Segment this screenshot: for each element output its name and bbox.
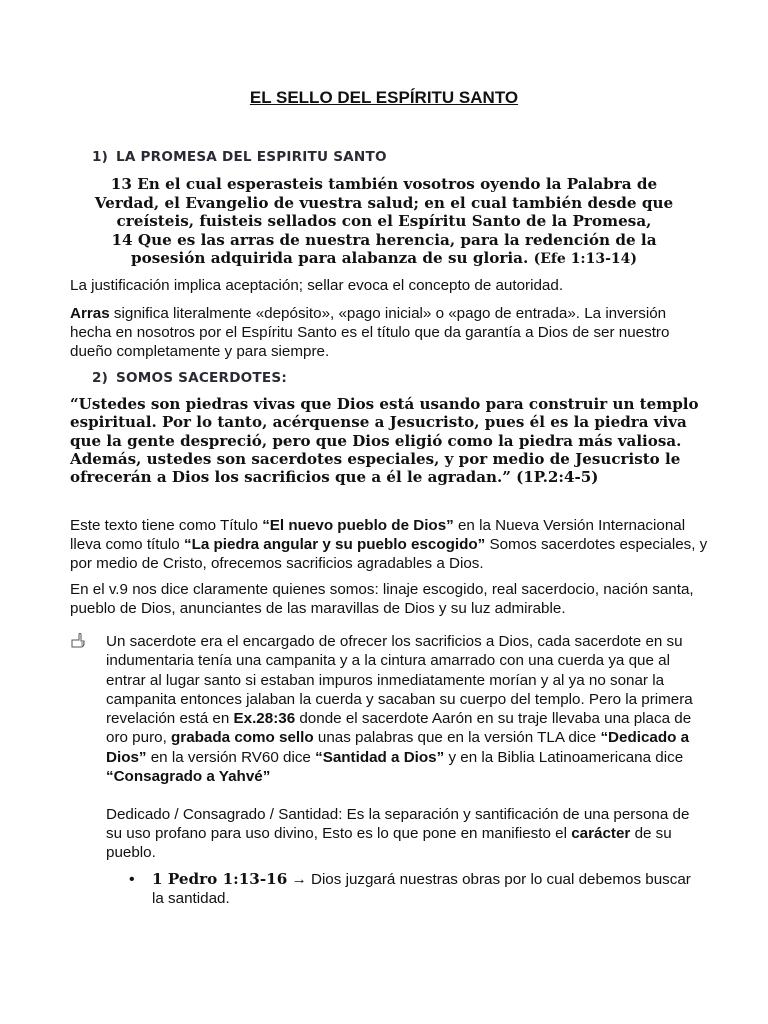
definition-text-1: Dedicado / Consagrado / Santidad: Es la separación y santificación de una persona de su uso profano para uso divino, Esto es lo que pone en manifiesto el bbox=[106, 806, 690, 843]
peter-verse: “Ustedes son piedras vivas que Dios está usando para construir un templo espiritual. Por lo tanto, acérquense a Jesucristo, pues él es la piedra viva que la gente despreció, pero que Dios eligió como la piedra más valiosa. Además, ustedes son sacerdotes especiales, y por medio de Jesucristo le ofrecerán a Dios los sacrificios que a él le agradan.” (1P.2:4-5) bbox=[70, 395, 699, 487]
title-text-3: Somos sacerdotes especiales, y por medio de Cristo, ofrecemos sacrificios agradables a Dios. bbox=[70, 536, 708, 572]
verse-line: creísteis, fuisteis sellados con el Espíritu Santo de la Promesa, bbox=[116, 212, 652, 230]
priest-paragraph bbox=[106, 632, 708, 786]
arras-term: Arras bbox=[70, 305, 110, 322]
title-text-1: Este texto tiene como Título bbox=[70, 517, 263, 534]
peter-list-item bbox=[129, 870, 692, 908]
section-2-heading bbox=[92, 369, 287, 388]
section-1-heading bbox=[92, 148, 387, 167]
priest-text-4: en la versión RV60 dice bbox=[146, 748, 316, 766]
justification-paragraph: La justificación implica aceptación; sellar evoca el concepto de autoridad. bbox=[70, 277, 564, 294]
priest-bold-seal: grabada como sello bbox=[171, 729, 314, 747]
priest-bold-rv60: “Santidad a Dios” bbox=[315, 748, 445, 766]
priest-bullet-paragraph bbox=[106, 632, 708, 862]
verse-line: 14 Que es las arras de nuestra herencia, para la redención de la bbox=[111, 230, 657, 249]
section-1-heading-text: LA PROMESA DEL ESPIRITU SANTO bbox=[116, 149, 387, 165]
priest-text-5: y en la Biblia Latinoamericana dice bbox=[444, 748, 684, 766]
section-1-number: 1) bbox=[92, 149, 109, 165]
section-2-heading-text: SOMOS SACERDOTES: bbox=[116, 370, 288, 386]
priest-text-1: Un sacerdote era el encargado de ofrecer los sacrificios a Dios, cada sacerdote en su indumentaria tenía una campanita y a la cintura amarrado con una cuerda ya que al entrar al lugar santo si estaban impuros inmediatamente morían y al ya no sonar la campanita entonces jalaban la cuerda y sacaban su cuerpo del templo. Pero la primera revelación está en bbox=[106, 633, 693, 728]
definition-paragraph bbox=[106, 805, 708, 862]
definition-text-2: de su pueblo. bbox=[106, 825, 672, 862]
verse-reference: (Efe 1:13-14) bbox=[533, 251, 638, 267]
section-2-number: 2) bbox=[92, 370, 109, 386]
definition-bold: carácter bbox=[571, 825, 631, 843]
verse-line: posesión adquirida para alabanza de su gloria. bbox=[130, 249, 529, 267]
verse-line: 13 En el cual esperasteis también vosotros oyendo la Palabra de bbox=[110, 175, 658, 193]
title-bold-1: “El nuevo pueblo de Dios” bbox=[262, 517, 454, 534]
ephesians-verse bbox=[70, 175, 698, 269]
priest-text-3: unas palabras que en la versión TLA dice bbox=[313, 729, 601, 747]
arrow-icon: → bbox=[291, 871, 307, 888]
document-title: EL SELLO DEL ESPÍRITU SANTO bbox=[249, 88, 519, 107]
verse-line-last bbox=[70, 249, 698, 269]
title-bold-2: “La piedra angular y su pueblo escogido” bbox=[183, 536, 486, 553]
title-text-2: en la Nueva Versión Internacional lleva como título bbox=[70, 517, 686, 553]
priest-bold-latin: “Consagrado a Yahvé” bbox=[106, 768, 271, 786]
hand-pointing-icon bbox=[70, 632, 88, 650]
verse-line: Verdad, el Evangelio de vuestra salud; en el cual también desde que bbox=[94, 193, 674, 212]
peter-reference: 1 Pedro 1:13-16 bbox=[152, 870, 288, 888]
priest-text-2: donde el sacerdote Aarón en su traje llevaba una placa de oro puro, bbox=[106, 710, 692, 747]
arras-text: significa literalmente «depósito», «pago inicial» o «pago de entrada». La inversión hecha en nosotros por el Espíritu Santo es el título que da garantía a Dios de ser nuestro dueño completamente y para siempre. bbox=[70, 305, 670, 360]
bullet-dot: • bbox=[129, 871, 135, 888]
v9-paragraph: En el v.9 nos dice claramente quienes somos: linaje escogido, real sacerdocio, nación santa, pueblo de Dios, anunciantes de las maravillas de Dios y su luz admirable. bbox=[70, 581, 694, 617]
priest-bold-tla: “Dedicado a Dios” bbox=[106, 729, 690, 766]
arras-paragraph bbox=[70, 304, 710, 361]
peter-item-text: Dios juzgará nuestras obras por lo cual debemos buscar la santidad. bbox=[152, 871, 691, 907]
title-paragraph bbox=[70, 516, 710, 573]
priest-bold-ex: Ex.28:36 bbox=[233, 710, 296, 728]
